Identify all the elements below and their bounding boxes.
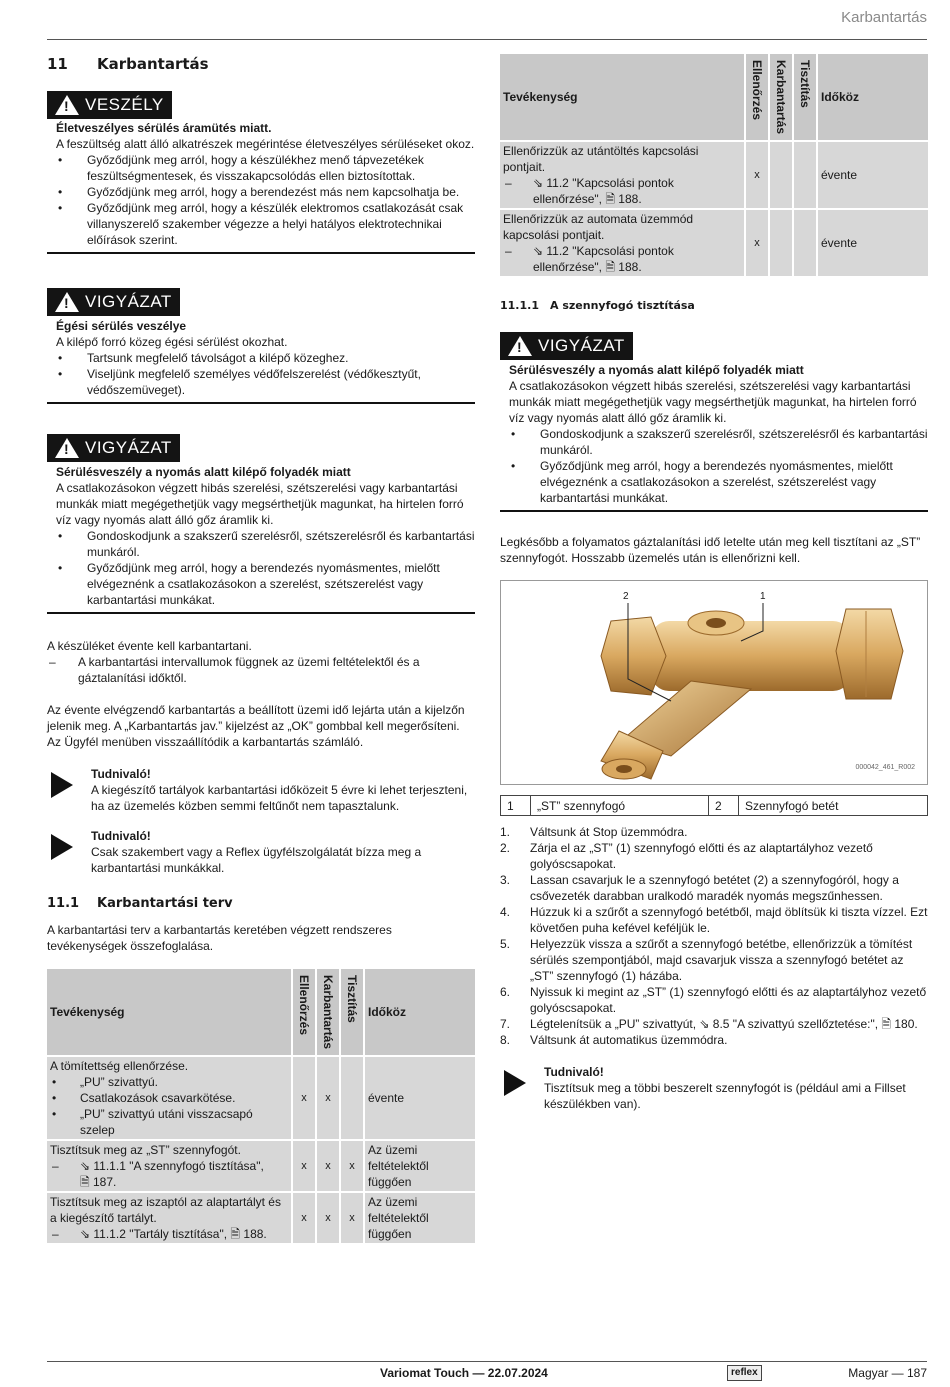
- page-icon: 🗎: [605, 260, 619, 274]
- figure-legend: [500, 795, 928, 816]
- dash-item: – A karbantartási intervallumok függnek az üzemi feltételektől és a gáztalanítási időktől.: [47, 654, 475, 686]
- plan-intro: A karbantartási terv a karbantartás keretében végzett rendszeres tevékenységek összefoglalása.: [47, 923, 392, 953]
- link-arrow-icon: ⇘: [533, 244, 547, 258]
- page-icon: 🗎: [230, 1227, 244, 1241]
- cross-reference-link[interactable]: – ⇘ 11.2 "Kapcsolási pontok ellenőrzése", 🗎 188.: [503, 175, 741, 207]
- cell-check: x: [293, 1193, 315, 1243]
- cell-interval: Az üzemi feltételektől függően: [365, 1141, 475, 1191]
- note-text: Csak szakembert vagy a Reflex ügyfélszolgálatát bízza meg a karbantartási munkákkal.: [91, 845, 422, 875]
- cell-maintenance: [770, 210, 792, 276]
- cross-reference-link[interactable]: – ⇘ 11.1.2 "Tartály tisztítása", 🗎 188.: [50, 1226, 288, 1242]
- step-item: 6. Nyissuk ki megint az „ST” (1) szennyfogó előtti és az alaptartályhoz vezető golyóscsapokat.: [500, 985, 927, 1015]
- list-item: • „PU” szivattyú.: [50, 1074, 288, 1090]
- header-cleaning: Tisztítás: [794, 54, 816, 140]
- cell-interval: évente: [818, 210, 928, 276]
- page-icon: 🗎: [605, 192, 619, 206]
- cell-check: x: [746, 210, 768, 276]
- table-row: [500, 210, 928, 276]
- link-arrow-icon: ⇘: [80, 1159, 94, 1173]
- header-cleaning: Tisztítás: [341, 969, 363, 1055]
- note-arrow-icon: [504, 1070, 526, 1096]
- step-item: 3. Lassan csavarjuk le a szennyfogó betétet (2) a szennyfogóról, hogy a csővezeték darabban uralkodó maradék nyomás megszűnhessen.: [500, 873, 899, 903]
- note-box: [47, 766, 475, 814]
- warning-title: Sérülésveszély a nyomás alatt kilépő folyadék miatt: [56, 465, 351, 479]
- step-item: 1. Váltsunk át Stop üzemmódra.: [500, 825, 688, 839]
- cell-interval: Az üzemi feltételektől függően: [365, 1193, 475, 1243]
- row-title: Tisztítsuk meg az „ST” szennyfogót.: [50, 1143, 241, 1157]
- list-item: • Győződjünk meg arról, hogy a készülékhez menő tápvezetékek feszültségmentesek, és visszakapcsolódás ellen biztosítottak.: [56, 152, 475, 184]
- cell-interval: évente: [818, 142, 928, 208]
- warning-title: Égési sérülés veszélye: [56, 319, 187, 333]
- row-title: Ellenőrizzük az automata üzemmód kapcsolási pontjait.: [503, 212, 694, 242]
- warning-triangle-icon: !: [55, 292, 79, 312]
- row-title: Tisztítsuk meg az iszaptól az alaptartályt és a kiegészítő tartályt.: [50, 1195, 281, 1225]
- note-text: A kiegészítő tartályok karbantartási időközeit 5 évre ki lehet terjeszteni, ha az üzemelés közben semmi feltűnőt nem tapasztalunk.: [91, 783, 468, 813]
- figure-reference: 000042_461_R002: [855, 764, 915, 771]
- list-item: • Győződjünk meg arról, hogy a berendezést más nem kapcsolhatja be.: [56, 184, 475, 200]
- warning-triangle-icon: !: [55, 438, 79, 458]
- step-item: 2. Zárja el az „ST” (1) szennyfogó előtti és az alaptartályhoz vezető golyóscsapokat.: [500, 841, 873, 871]
- footer-document: Variomat Touch — 22.07.2024: [380, 1366, 548, 1380]
- annual-text: A készüléket évente kell karbantartani.: [47, 639, 252, 653]
- cell-check: x: [746, 142, 768, 208]
- table-row: [47, 1141, 475, 1191]
- warning-triangle-icon: !: [55, 95, 79, 115]
- warning-label: ! VIGYÁZAT: [47, 434, 180, 462]
- warning-title: Sérülésveszély a nyomás alatt kilépő folyadék miatt: [509, 363, 804, 377]
- cell-cleaning: x: [341, 1193, 363, 1243]
- steps-list: [500, 824, 928, 1048]
- pressure-warning: [500, 332, 928, 512]
- cell-maintenance: x: [317, 1193, 339, 1243]
- pressure-warning: [47, 434, 475, 614]
- list-item: • Csatlakozások csavarkötése.: [50, 1090, 288, 1106]
- right-column: [500, 52, 928, 1112]
- cross-reference-link[interactable]: – ⇘ 11.1.1 "A szennyfogó tisztítása", 🗎 187.: [50, 1158, 288, 1190]
- footer-page: Magyar — 187: [848, 1366, 927, 1380]
- note-arrow-icon: [51, 772, 73, 798]
- note-title: Tudnivaló!: [91, 767, 151, 781]
- legend-number: 1: [501, 796, 531, 816]
- table-row: [47, 1193, 475, 1243]
- page-icon: 🗎: [80, 1175, 93, 1189]
- note-box: [47, 828, 475, 876]
- warning-title: Életveszélyes sérülés áramütés miatt.: [56, 121, 272, 135]
- callout-1: 1: [760, 591, 766, 602]
- header-interval: Időköz: [365, 969, 475, 1055]
- header-check: Ellenőrzés: [293, 969, 315, 1055]
- cell-interval: évente: [365, 1057, 475, 1139]
- list-item: • Tartsunk megfelelő távolságot a kilépő közeghez.: [56, 350, 475, 366]
- chapter-heading: [47, 56, 475, 76]
- maintenance-plan-table: [45, 967, 477, 1245]
- step-item: 5. Helyezzük vissza a szűrőt a szennyfogó betétbe, ellenőrizzük a tömítést sérülés szempontjából, majd csavarjuk vissza a szennyfogó betétet az „ST” szennyfogó (1) házába.: [500, 937, 913, 983]
- link-arrow-icon: ⇘: [533, 176, 547, 190]
- strainer-intro: Legkésőbb a folyamatos gáztalanítási idő letelte után meg kell tisztítani az „ST” szennyfogót. Hosszabb üzemelés után is ellenőrizni kell.: [500, 535, 921, 565]
- warning-intro: A csatlakozásokon végzett hibás szerelési, szétszerelési vagy karbantartási munkák miatt megégethetjük vagy megsérthetjük magunkat, ha hirtelen forró víz vagy nyomás alatt álló gőz áramlik ki.: [56, 481, 464, 527]
- cell-check: x: [293, 1057, 315, 1139]
- maintenance-plan-table-continued: [498, 52, 930, 278]
- header-activity: Tevékenység: [47, 969, 291, 1055]
- step-item: 4. Húzzuk ki a szűrőt a szennyfogó betétből, majd öblítsük ki tiszta vízzel. Ezt követően puha kefével keféljük le.: [500, 905, 928, 935]
- row-title: Ellenőrizzük az utántöltés kapcsolási pontjait.: [503, 144, 699, 174]
- cell-cleaning: [794, 142, 816, 208]
- warning-intro: A kilépő forró közeg égési sérülést okozhat.: [56, 335, 288, 349]
- row-title: A tömítettség ellenőrzése.: [50, 1059, 189, 1073]
- subsection-heading: 11.1.1 A szennyfogó tisztítása: [500, 299, 695, 312]
- warning-intro: A feszültség alatt álló alkatrészek megérintése életveszélyes sérüléseket okoz.: [56, 137, 475, 151]
- chapter-number: 11: [47, 55, 68, 73]
- header-rule: [47, 39, 927, 40]
- table-row: [500, 142, 928, 208]
- burn-warning: [47, 288, 475, 404]
- legend-label: Szennyfogó betét: [739, 796, 928, 816]
- left-column: [47, 52, 475, 1245]
- warning-label: ! VIGYÁZAT: [500, 332, 633, 360]
- danger-warning: [47, 91, 475, 254]
- section-heading: 11.1 Karbantartási terv: [47, 896, 233, 911]
- note-box: [500, 1064, 928, 1112]
- cell-maintenance: [770, 142, 792, 208]
- cell-cleaning: [341, 1057, 363, 1139]
- header-maintenance: Karbantartás: [770, 54, 792, 140]
- header-interval: Időköz: [818, 54, 928, 140]
- list-item: • Gondoskodjunk a szakszerű szerelésről, szétszerelésről és karbantartási munkáról.: [509, 426, 928, 458]
- warning-intro: A csatlakozásokon végzett hibás szerelési, szétszerelési vagy karbantartási munkák miatt megégethetjük vagy megsérthetjük magunkat, ha hirtelen forró víz vagy nyomás alatt álló gőz áramlik ki.: [509, 379, 917, 425]
- list-item: • Gondoskodjunk a szakszerű szerelésről, szétszerelésről és karbantartási munkáról.: [56, 528, 475, 560]
- cross-reference-link[interactable]: – ⇘ 11.2 "Kapcsolási pontok ellenőrzése", 🗎 188.: [503, 243, 741, 275]
- table-row: [47, 1057, 475, 1139]
- warning-label: ! VIGYÁZAT: [47, 288, 180, 316]
- header-activity: Tevékenység: [500, 54, 744, 140]
- cell-maintenance: x: [317, 1141, 339, 1191]
- cell-check: x: [293, 1141, 315, 1191]
- header-check: Ellenőrzés: [746, 54, 768, 140]
- display-paragraph: Az évente elvégzendő karbantartás a beállított üzemi idő lejárta után a kijelzőn jelenik meg. A „Karbantartás jav.” kijelzést az „OK” gombbal kell megerősíteni. Az Ügyfél menüben visszaállítódik a karbantartás számláló.: [47, 703, 465, 749]
- note-title: Tudnivaló!: [91, 829, 151, 843]
- warning-label: ! VESZÉLY: [47, 91, 172, 119]
- step-item: 8. Váltsunk át automatikus üzemmódra.: [500, 1033, 728, 1047]
- cell-cleaning: x: [341, 1141, 363, 1191]
- header-maintenance: Karbantartás: [317, 969, 339, 1055]
- cell-maintenance: x: [317, 1057, 339, 1139]
- footer-rule: [47, 1361, 927, 1362]
- warning-triangle-icon: !: [508, 336, 532, 356]
- list-item: • Győződjünk meg arról, hogy a berendezés nyomásmentes, mielőtt elvégeznénk a csatlakozásokon a szerelést, szétszerelést vagy karbantartási munkákat.: [56, 560, 475, 608]
- cell-cleaning: [794, 210, 816, 276]
- list-item: • Győződjünk meg arról, hogy a készülék elektromos csatlakozását csak villanyszerelő szakember végezze a helyi hatályos elektrotechnikai előírások szerint.: [56, 200, 475, 248]
- legend-number: 2: [709, 796, 739, 816]
- chapter-title: Karbantartás: [97, 55, 209, 73]
- strainer-illustration: [501, 581, 927, 784]
- legend-label: „ST” szennyfogó: [531, 796, 709, 816]
- list-item: • Győződjünk meg arról, hogy a berendezés nyomásmentes, mielőtt elvégeznénk a csatlakozásokon a szerelést, szétszerelést vagy karbantartási munkákat.: [509, 458, 928, 506]
- reflex-logo: reflex: [727, 1365, 762, 1381]
- note-title: Tudnivaló!: [544, 1065, 604, 1079]
- list-item: • Viseljünk megfelelő személyes védőfelszerelést (védőkesztyűt, védőszemüveget).: [56, 366, 475, 398]
- list-item: • „PU” szivattyú utáni visszacsapó szelep: [50, 1106, 288, 1138]
- callout-2: 2: [623, 591, 629, 602]
- note-text: Tisztítsuk meg a többi beszerelt szennyfogót is (például ami a Fillset készülékben van).: [544, 1081, 906, 1111]
- strainer-figure: [500, 580, 928, 785]
- step-item[interactable]: 7. Légtelenítsük a „PU” szivattyút, ⇘ 8.5 "A szivattyú szellőztetése:", 🗎 180.: [500, 1017, 918, 1031]
- running-title: Karbantartás: [841, 9, 927, 26]
- link-arrow-icon: ⇘: [80, 1227, 94, 1241]
- note-arrow-icon: [51, 834, 73, 860]
